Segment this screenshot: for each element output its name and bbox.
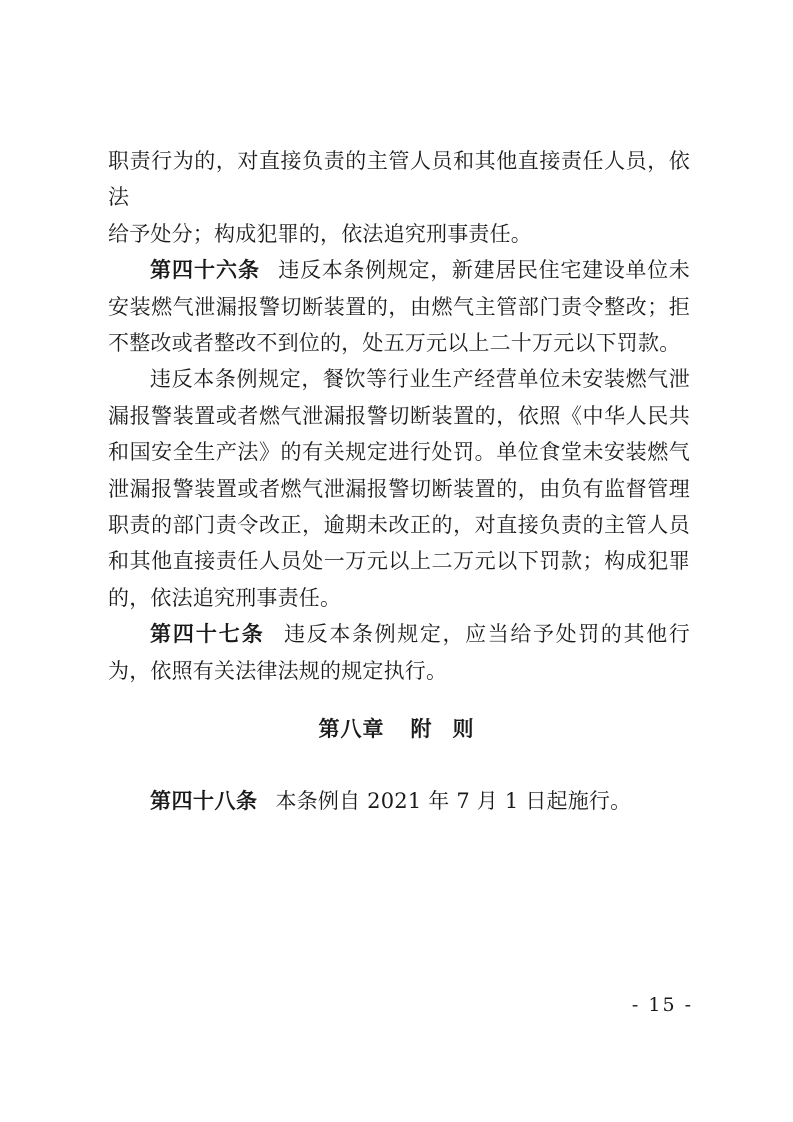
chapter-8-title-part-2: 则	[452, 717, 475, 741]
article-46-paragraph-2	[108, 361, 690, 616]
article-46-number: 第四十六条	[150, 258, 260, 283]
body-text-lower	[108, 783, 690, 819]
opening-paragraph	[108, 143, 690, 252]
chapter-8-number: 第八章	[318, 717, 385, 741]
chapter-8-heading	[0, 713, 793, 743]
page-number: - 15 -	[631, 994, 693, 1016]
article-47-number: 第四十七条	[150, 622, 265, 647]
chapter-8-title-part-1: 附	[410, 717, 433, 741]
article-46-text-2: 违反本条例规定，餐饮等行业生产经营单位未安装燃气泄漏报警装置或者燃气泄漏报警切断装置的，依照《中华人民共和国安全生产法》的有关规定进行处罚。单位食堂未安装燃气泄漏报警装置或者燃气泄漏报警切断装置的，由负有监督管理职责的部门责令改正，逾期未改正的，对直接负责的主管人员和其他直接责任人员处一万元以上二万元以下罚款；构成犯罪的，依法追究刑事责任。	[108, 367, 690, 610]
opening-line-1: 职责行为的，对直接负责的主管人员和其他直接责任人员，依法	[108, 149, 690, 210]
body-text-upper	[108, 143, 690, 689]
article-47-text: 违反本条例规定，应当给予处罚的其他行为，依照有关法律法规的规定执行。	[108, 622, 690, 683]
article-47-paragraph	[108, 616, 690, 689]
article-48-text: 本条例自 2021 年 7 月 1 日起施行。	[275, 789, 632, 813]
article-48-paragraph	[108, 783, 690, 819]
opening-line-2: 给予处分；构成犯罪的，依法追究刑事责任。	[108, 221, 532, 246]
article-46-paragraph-1	[108, 252, 690, 361]
article-48-number: 第四十八条	[150, 789, 258, 813]
article-46-text-1: 违反本条例规定，新建居民住宅建设单位未安装燃气泄漏报警切断装置的，由燃气主管部门责令整改；拒不整改或者整改不到位的，处五万元以上二十万元以下罚款。	[108, 258, 690, 356]
